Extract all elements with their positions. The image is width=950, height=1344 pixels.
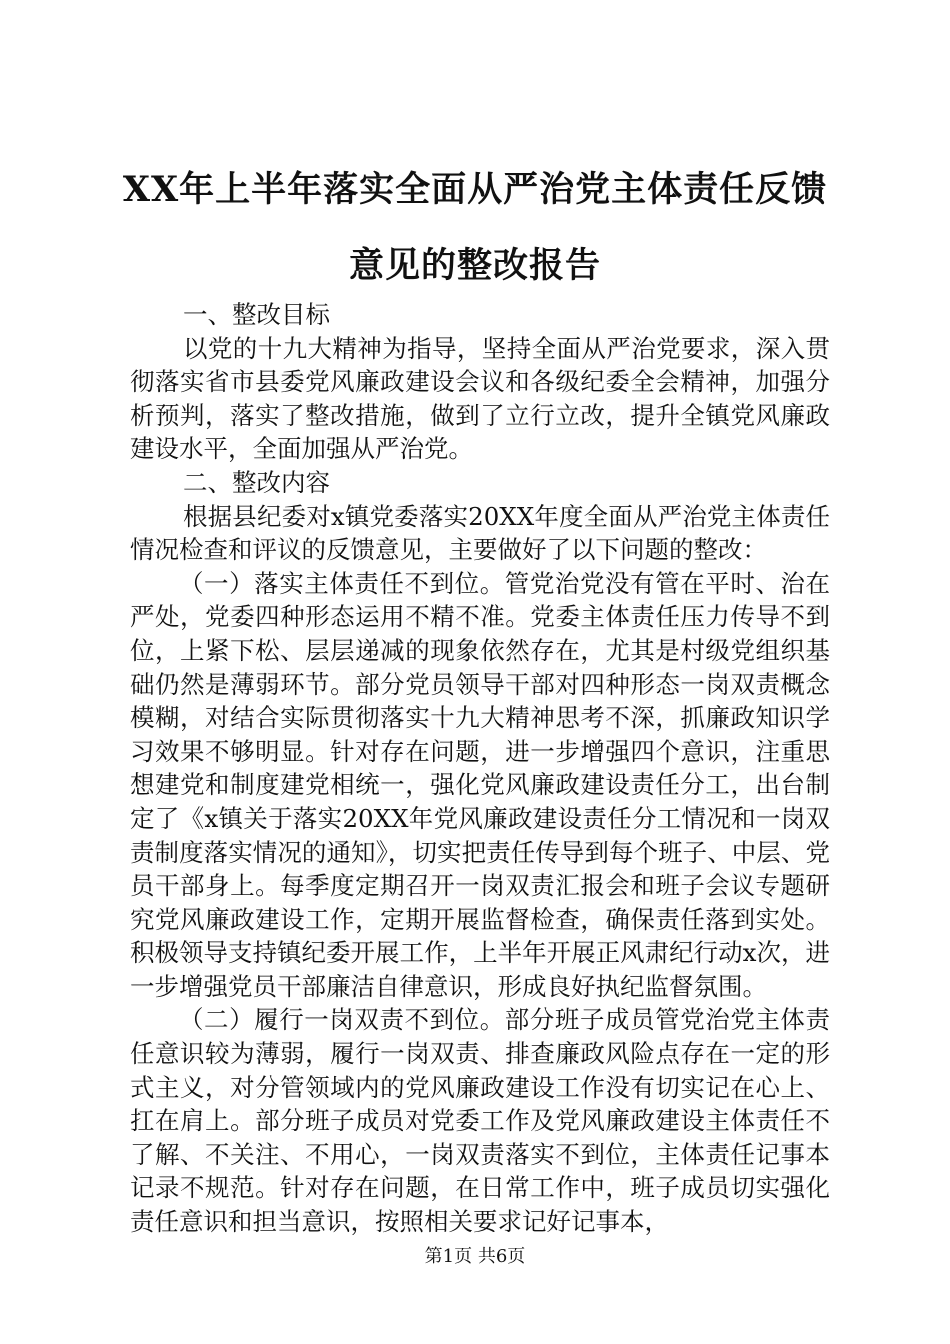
document-body (130, 298, 830, 1239)
sub-section-paragraph: （二）履行一岗双责不到位。部分班子成员管党治党主体责任意识较为薄弱，履行一岗双责、排查廉政风险点存在一定的形式主义，对分管领域内的党风廉政建设工作没有切实记在心上、扛在肩上。部分班子成员对党委工作及党风廉政建设主体责任不了解、不关注、不用心，一岗双责落实不到位，主体责任记事本记录不规范。针对存在问题，在日常工作中，班子成员切实强化责任意识和担当意识，按照相关要求记好记事本， (130, 1005, 830, 1237)
body-paragraph: 根据县纪委对x镇党委落实20XX年度全面从严治党主体责任情况检查和评议的反馈意见，主要做好了以下问题的整改： (130, 501, 830, 565)
document-title-line-1: XX年上半年落实全面从严治党主体责任反馈 (122, 169, 828, 210)
section-heading: 二、整改内容 (183, 467, 330, 497)
sub-section-paragraph: （一）落实主体责任不到位。管党治党没有管在平时、治在严处，党委四种形态运用不精不准。党委主体责任压力传导不到位，上紧下松、层层递减的现象依然存在，尤其是村级党组织基础仍然是薄弱环节。部分党员领导干部对四种形态一岗双责概念模糊，对结合实际贯彻落实十九大精神思考不深，抓廉政知识学习效果不够明显。针对存在问题，进一步增强四个意识，注重思想建党和制度建党相统一，强化党风廉政建设责任分工，出台制定了《x镇关于落实20XX年党风廉政建设责任分工情况和一岗双责制度落实情况的通知》，切实把责任传导到每个班子、中层、党员干部身上。每季度定期召开一岗双责汇报会和班子会议专题研究党风廉政建设工作，定期开展监督检查，确保责任落到实处。积极领导支持镇纪委开展工作，上半年开展正风肃纪行动x次，进一步增强党员干部廉洁自律意识，形成良好执纪监督氛围。 (130, 568, 830, 1001)
document-title-line-2: 意见的整改报告 (348, 245, 601, 286)
page-number-footer: 第1页 共6页 (424, 1246, 526, 1267)
body-paragraph: 以党的十九大精神为指导，坚持全面从严治党要求，深入贯彻落实省市县委党风廉政建设会议和各级纪委全会精神，加强分析预判，落实了整改措施，做到了立行立改，提升全镇党风廉政建设水平，全面加强从严治党。 (130, 333, 830, 464)
section-heading: 一、整改目标 (183, 300, 330, 329)
